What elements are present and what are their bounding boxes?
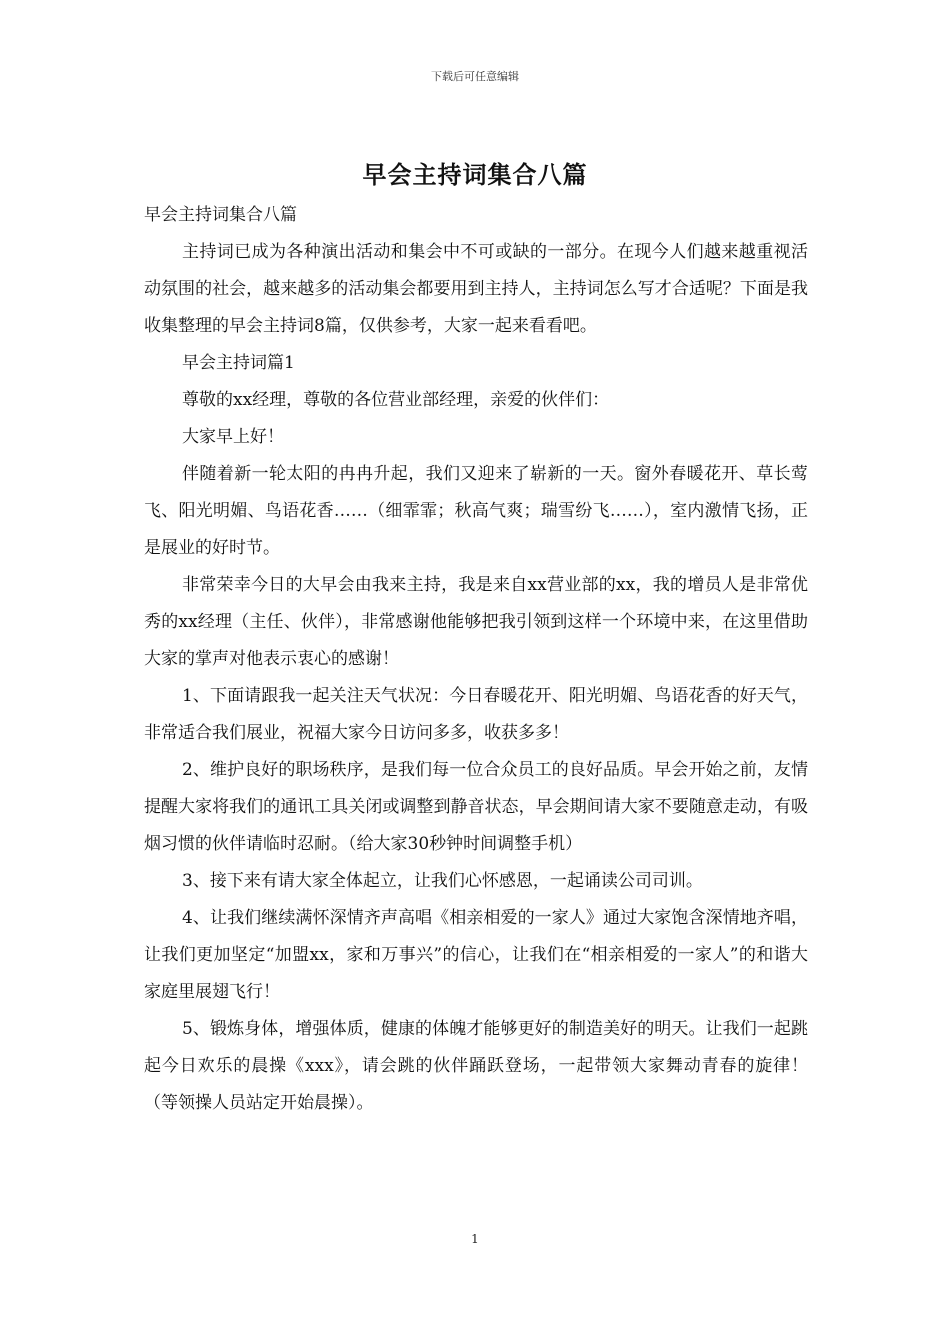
list-item: 4、让我们继续满怀深情齐声高唱《相亲相爱的一家人》通过大家饱含深情地齐唱，让我们更加坚定“加盟xx，家和万事兴”的信心，让我们在“相亲相爱的一家人”的和谐大家庭里展翅飞行！	[144, 908, 808, 1002]
salutation: 尊敬的xx经理，尊敬的各位营业部经理，亲爱的伙伴们：	[182, 390, 610, 410]
list-item: 1、下面请跟我一起关注天气状况：今日春暖花开、阳光明媚、鸟语花香的好天气，非常适合我们展业，祝福大家今日访问多多，收获多多！	[144, 686, 808, 743]
intro-paragraph: 主持词已成为各种演出活动和集会中不可或缺的一部分。在现今人们越来越重视活动氛围的社会，越来越多的活动集会都要用到主持人，主持词怎么写才合适呢？下面是我收集整理的早会主持词8篇，仅供参考，大家一起来看看吧。	[144, 242, 808, 336]
body-paragraph: 伴随着新一轮太阳的冉冉升起，我们又迎来了崭新的一天。窗外春暖花开、草长莺飞、阳光明媚、鸟语花香……（细霏霏；秋高气爽；瑞雪纷飞……），室内激情飞扬，正是展业的好时节。	[144, 464, 808, 558]
body-paragraph: 非常荣幸今日的大早会由我来主持，我是来自xx营业部的xx，我的增员人是非常优秀的xx经理（主任、伙伴），非常感谢他能够把我引领到这样一个环境中来，在这里借助大家的掌声对他表示衷心的感谢！	[144, 575, 808, 669]
list-item: 5、锻炼身体，增强体质，健康的体魄才能够更好的制造美好的明天。让我们一起跳起今日欢乐的晨操《xxx》，请会跳的伙伴踊跃登场，一起带领大家舞动青春的旋律！（等领操人员站定开始晨操）。	[144, 1019, 808, 1113]
list-item: 2、维护良好的职场秩序，是我们每一位合众员工的良好品质。早会开始之前，友情提醒大家将我们的通讯工具关闭或调整到静音状态，早会期间请大家不要随意走动，有吸烟习惯的伙伴请临时忍耐。（给大家30秒钟时间调整手机）	[144, 760, 808, 854]
page-number: 1	[471, 1232, 479, 1246]
header-note: 下载后可任意编辑	[431, 70, 519, 83]
document-body	[144, 197, 808, 1122]
list-item: 3、接下来有请大家全体起立，让我们心怀感恩，一起诵读公司司训。	[182, 871, 703, 891]
document-title: 早会主持词集合八篇	[362, 160, 588, 189]
greeting: 大家早上好！	[182, 427, 284, 447]
section-heading: 早会主持词篇1	[182, 353, 295, 373]
document-subtitle: 早会主持词集合八篇	[144, 205, 297, 225]
